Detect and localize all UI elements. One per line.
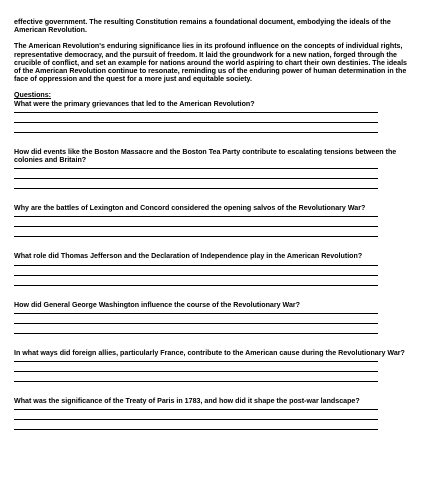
answer-line[interactable] xyxy=(14,333,378,334)
question-text-7: What was the significance of the Treaty of Paris in 1783, and how did it shape the post-war landscape? xyxy=(14,397,360,406)
answer-line[interactable] xyxy=(14,409,378,410)
question-text-3: Why are the battles of Lexington and Concord considered the opening salvos of the Revolutionary War? xyxy=(14,204,366,213)
answer-lines-3 xyxy=(14,216,410,237)
answer-line[interactable] xyxy=(14,112,378,113)
answer-lines-4 xyxy=(14,265,410,286)
question-block-6 xyxy=(14,349,410,382)
intro-paragraph-2: The American Revolution's enduring significance lies in its profound influence on the concepts of individual rights, representative democracy, and the pursuit of freedom. It laid the groundwork for a new nation, forged through the crucible of conflict, and set an example for nations around the world aspiring to chart their own destinies. The ideals of the American Revolution continue to resonate, reminding us of the enduring power of human determination in the face of oppression and the quest for a more just and equitable society. xyxy=(14,42,407,84)
question-text-4: What role did Thomas Jefferson and the Declaration of Independence play in the American Revolution? xyxy=(14,252,363,261)
question-text-1: What were the primary grievances that led to the American Revolution? xyxy=(14,99,255,108)
answer-line[interactable] xyxy=(14,429,378,430)
question-block-4 xyxy=(14,252,410,285)
question-block-1 xyxy=(14,100,410,133)
answer-line[interactable] xyxy=(14,226,378,227)
answer-line[interactable] xyxy=(14,381,378,382)
answer-line[interactable] xyxy=(14,122,378,123)
answer-line[interactable] xyxy=(14,419,378,420)
question-text-5: How did General George Washington influence the course of the Revolutionary War? xyxy=(14,300,301,309)
answer-line[interactable] xyxy=(14,216,378,217)
answer-lines-7 xyxy=(14,409,410,430)
answer-line[interactable] xyxy=(14,168,378,169)
question-block-3 xyxy=(14,204,410,237)
question-text-6: In what ways did foreign allies, particularly France, contribute to the American cause during the Revolutionary War? xyxy=(14,348,405,357)
question-block-5 xyxy=(14,301,410,334)
answer-line[interactable] xyxy=(14,323,378,324)
answer-line[interactable] xyxy=(14,178,378,179)
answer-line[interactable] xyxy=(14,265,378,266)
answer-line[interactable] xyxy=(14,236,378,237)
answer-line[interactable] xyxy=(14,361,378,362)
intro-paragraph-1: effective government. The resulting Constitution remains a foundational document, embodying the ideals of the American Revolution. xyxy=(14,18,391,35)
answer-line[interactable] xyxy=(14,371,378,372)
answer-lines-2 xyxy=(14,168,410,189)
answer-line[interactable] xyxy=(14,285,378,286)
questions-heading: Questions: xyxy=(14,91,52,100)
answer-lines-6 xyxy=(14,361,410,382)
worksheet-page xyxy=(14,18,410,430)
answer-line[interactable] xyxy=(14,313,378,314)
answer-lines-5 xyxy=(14,313,410,334)
answer-line[interactable] xyxy=(14,188,378,189)
answer-line[interactable] xyxy=(14,132,378,133)
answer-lines-1 xyxy=(14,112,410,133)
answer-line[interactable] xyxy=(14,275,378,276)
question-block-7 xyxy=(14,397,410,430)
question-block-2 xyxy=(14,148,410,189)
question-text-2: How did events like the Boston Massacre and the Boston Tea Party contribute to escalating tensions between the colonies and Britain? xyxy=(14,147,397,165)
